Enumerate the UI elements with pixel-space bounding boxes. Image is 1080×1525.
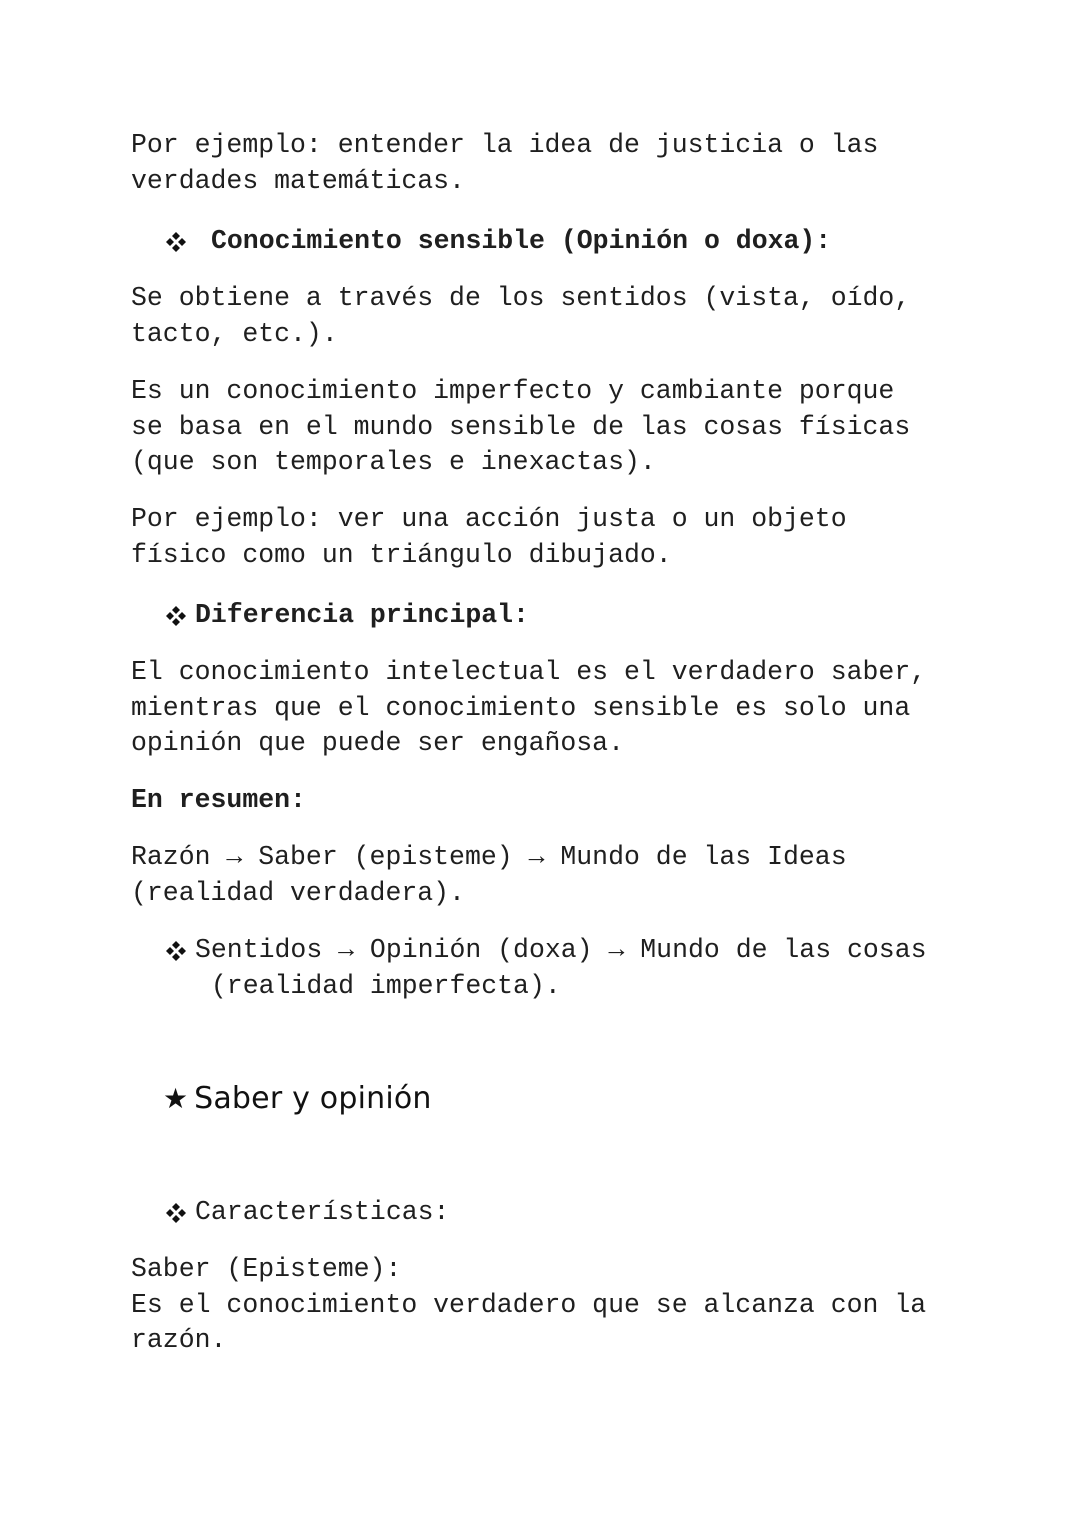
summary-reason-paragraph <box>131 840 847 911</box>
example-sensible-paragraph <box>131 502 847 573</box>
text-line: Por ejemplo: ver una acción justa o un objeto <box>131 504 847 534</box>
sensible-heading-bullet <box>165 224 831 260</box>
text-line: opinión que puede ser engañosa. <box>131 728 624 758</box>
four-diamond-bullet-icon <box>165 231 187 253</box>
difference-paragraph <box>131 655 926 762</box>
sensible-imperfect-paragraph <box>131 374 910 481</box>
section-heading <box>163 1079 432 1119</box>
text-line: El conocimiento intelectual es el verdadero saber, <box>131 657 927 687</box>
difference-heading: Diferencia principal: <box>195 600 529 630</box>
text-line: físico como un triángulo dibujado. <box>131 539 672 570</box>
text-line: (que son temporales e inexactas). <box>131 447 656 477</box>
text-line: razón. <box>131 1325 227 1355</box>
four-diamond-bullet-icon <box>165 940 187 962</box>
text-line: Por ejemplo: entender la idea de justicia o las <box>131 130 879 160</box>
text-line: mientras que el conocimiento sensible es solo una <box>131 692 911 723</box>
text-line: Razón → Saber (episteme) → Mundo de las Ideas <box>131 842 847 872</box>
text-line: se basa en el mundo sensible de las cosas físicas <box>131 411 911 442</box>
summary-senses-text <box>195 933 927 1004</box>
sensible-heading: Conocimiento sensible (Opinión o doxa): <box>211 226 832 256</box>
saber-label: Saber (Episteme): <box>131 1254 402 1284</box>
text-line: Sentidos → Opinión (doxa) → Mundo de las cosas <box>195 935 927 965</box>
difference-heading-bullet <box>165 598 529 634</box>
four-diamond-bullet-icon <box>165 605 187 627</box>
saber-paragraph <box>131 1252 926 1359</box>
summary-senses-bullet <box>165 933 927 1004</box>
text-line: (realidad verdadera). <box>131 877 465 908</box>
text-line: tacto, etc.). <box>131 318 338 349</box>
section-title: Saber y opinión <box>194 1081 432 1116</box>
sensible-definition-paragraph <box>131 281 910 352</box>
star-icon: ★ <box>163 1082 189 1115</box>
text-line: (realidad imperfecta). <box>195 970 561 1001</box>
summary-label: En resumen: <box>131 785 306 815</box>
characteristics-bullet <box>165 1195 449 1231</box>
example-intellectual-paragraph <box>131 128 878 199</box>
four-diamond-bullet-icon <box>165 1202 187 1224</box>
text-line: Es un conocimiento imperfecto y cambiante porque <box>131 376 895 406</box>
text-line: Se obtiene a través de los sentidos (vista, oído, <box>131 283 911 313</box>
text-line: Es el conocimiento verdadero que se alcanza con la <box>131 1289 927 1320</box>
characteristics-label: Características: <box>195 1197 450 1227</box>
text-line: verdades matemáticas. <box>131 165 465 196</box>
